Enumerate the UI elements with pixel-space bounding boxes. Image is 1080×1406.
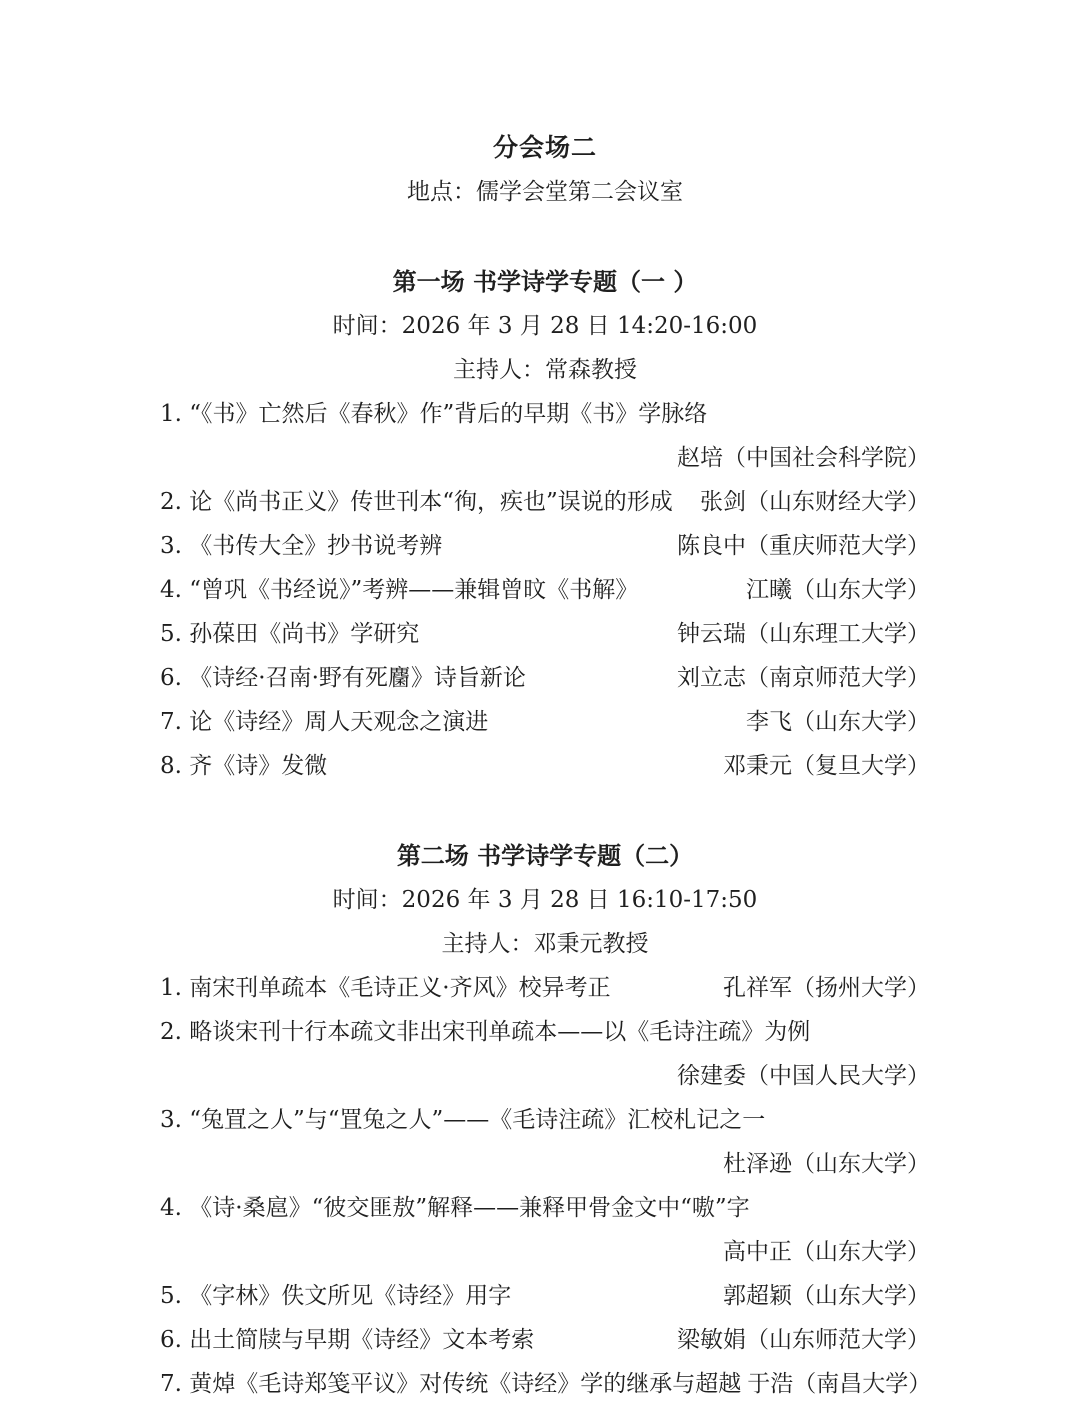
agenda-item-row [160,524,930,568]
item-author: 钟云瑞（山东理工大学） [677,621,930,647]
agenda-item [160,1318,930,1362]
item-title: 2. 论《尚书正义》传世刊本“徇，疾也”误说的形成 [160,489,673,515]
agenda-items [160,392,930,788]
agenda-item [160,1362,930,1406]
item-author: 梁敏娟（山东师范大学） [677,1327,930,1353]
item-author: 李飞（山东大学） [746,709,930,735]
venue-location: 地点：儒学会堂第二会议室 [407,179,683,205]
agenda-item-row [160,568,930,612]
item-title: 5. 《字林》佚文所见《诗经》用字 [160,1283,512,1309]
agenda-items [160,966,930,1406]
agenda-item [160,480,930,524]
item-author: 邓秉元（复旦大学） [723,753,930,779]
agenda-item [160,1274,930,1318]
item-author: 郭超颖（山东大学） [723,1283,930,1309]
item-title: 3. “兔罝之人”与“罝兔之人”——《毛诗注疏》汇校札记之一 [160,1107,766,1133]
item-title: 5. 孙葆田《尚书》学研究 [160,621,420,647]
item-title: 7. 黄焯《毛诗郑笺平议》对传统《诗经》学的继承与超越 [160,1371,742,1397]
agenda-item-row [160,612,930,656]
sessions-container [160,260,930,1406]
item-author: 赵培（中国社会科学院） [677,445,930,471]
session-block [160,260,930,788]
agenda-item-row [160,1186,930,1230]
item-title: 2. 略谈宋刊十行本疏文非出宋刊单疏本——以《毛诗注疏》为例 [160,1019,811,1045]
agenda-item [160,656,930,700]
item-title: 1. 南宋刊单疏本《毛诗正义·齐风》校异考正 [160,975,611,1001]
session-heading: 第一场 书学诗学专题（一 ） [392,267,698,296]
item-title: 6. 出土简牍与早期《诗经》文本考索 [160,1327,535,1353]
agenda-item [160,524,930,568]
item-author: 徐建委（中国人民大学） [677,1063,930,1089]
agenda-item [160,1010,930,1098]
item-author: 陈良中（重庆师范大学） [677,533,930,559]
item-author: 高中正（山东大学） [723,1239,930,1265]
agenda-item-row [160,966,930,1010]
item-author: 孔祥军（扬州大学） [723,975,930,1001]
agenda-item-row [160,656,930,700]
agenda-item [160,700,930,744]
item-author: 江曦（山东大学） [746,577,930,603]
agenda-item-row [160,1362,930,1406]
item-author: 杜泽逊（山东大学） [723,1151,930,1177]
agenda-item [160,392,930,480]
agenda-item [160,568,930,612]
agenda-item [160,744,930,788]
item-author: 张剑（山东财经大学） [700,489,930,515]
page-title: 分会场二 [492,133,597,162]
session-host: 主持人：邓秉元教授 [441,931,649,957]
item-title: 1. “《书》亡然后《春秋》作”背后的早期《书》学脉络 [160,401,708,427]
session-block [160,834,930,1406]
agenda-item [160,1186,930,1274]
session-time: 时间：2026 年 3 月 28 日 16:10-17:50 [332,887,758,913]
item-title: 6. 《诗经·召南·野有死麕》诗旨新论 [160,665,526,691]
agenda-item-row [160,1318,930,1362]
item-title: 3. 《书传大全》抄书说考辨 [160,533,443,559]
item-title: 8. 齐《诗》发微 [160,753,328,779]
session-heading: 第二场 书学诗学专题（二） [396,841,694,870]
agenda-item [160,612,930,656]
session-host: 主持人：常森教授 [453,357,637,383]
item-author: 刘立志（南京师范大学） [677,665,930,691]
agenda-item-row [160,700,930,744]
agenda-item-row [160,744,930,788]
item-title: 4. 《诗·桑扈》“彼交匪敖”解释——兼释甲骨金文中“嗷”字 [160,1195,750,1221]
agenda-item-row [160,1010,930,1054]
item-author: 于浩（南昌大学） [747,1371,932,1397]
agenda-item [160,966,930,1010]
agenda-item-row [160,480,930,524]
agenda-item-row [160,1098,930,1142]
agenda-item-row [160,1274,930,1318]
item-title: 4. “曾巩《书经说》”考辨——兼辑曾旼《书解》 [160,577,639,603]
item-title: 7. 论《诗经》周人天观念之演进 [160,709,489,735]
agenda-item-row [160,392,930,436]
session-time: 时间：2026 年 3 月 28 日 14:20-16:00 [332,313,758,339]
agenda-item [160,1098,930,1186]
